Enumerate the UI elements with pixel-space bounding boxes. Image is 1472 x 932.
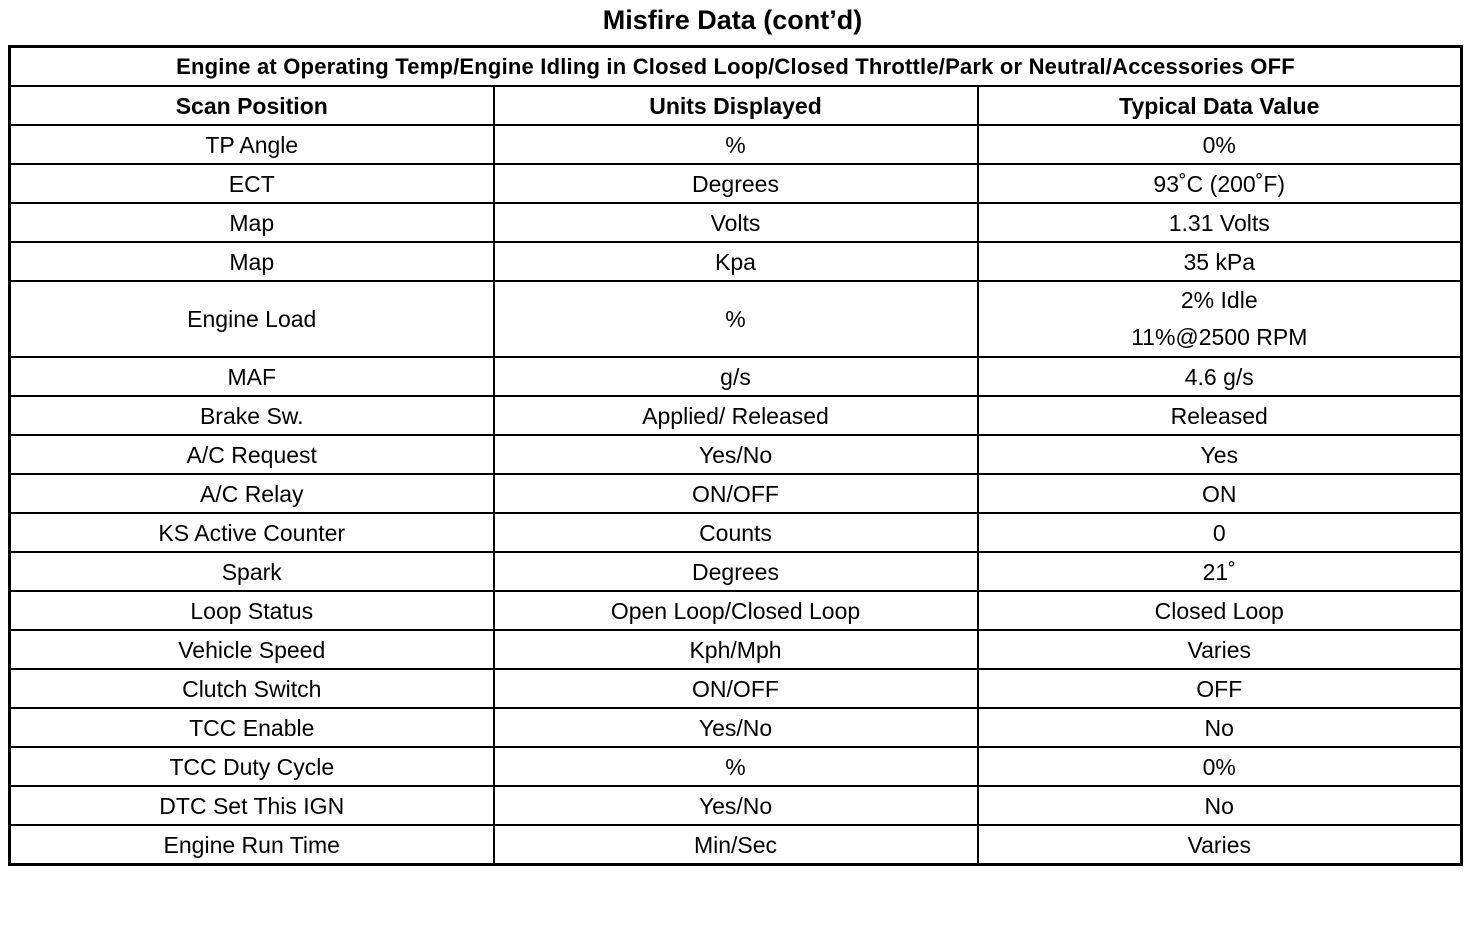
scan-position-cell: TCC Duty Cycle [10,747,494,786]
units-cell: Counts [494,513,978,552]
value-cell: ON [978,474,1462,513]
table-row [10,552,1462,591]
units-cell: % [494,747,978,786]
scan-position-cell: A/C Request [10,435,494,474]
value-cell: 93˚C (200˚F) [978,164,1462,203]
units-cell: Applied/ Released [494,396,978,435]
header-row [10,86,1462,125]
value-cell: Varies [978,825,1462,865]
scan-position-cell: Engine Load [10,281,494,357]
value-cell [978,281,1462,357]
value-cell: No [978,786,1462,825]
value-cell: Varies [978,630,1462,669]
value-cell: 1.31 Volts [978,203,1462,242]
scan-position-cell: MAF [10,357,494,396]
units-cell: Kpa [494,242,978,281]
units-cell: Min/Sec [494,825,978,865]
table-row [10,747,1462,786]
table-row [10,474,1462,513]
conditions-banner: Engine at Operating Temp/Engine Idling in Closed Loop/Closed Throttle/Park or Neutral/Accessories OFF [10,47,1462,87]
value-cell: OFF [978,669,1462,708]
value-cell: Released [978,396,1462,435]
value-line: 2% Idle [1180,287,1258,313]
scan-position-cell: KS Active Counter [10,513,494,552]
units-cell: Degrees [494,552,978,591]
value-cell: 4.6 g/s [978,357,1462,396]
value-cell: 0% [978,747,1462,786]
scan-position-cell: Spark [10,552,494,591]
value-cell: No [978,708,1462,747]
table-row [10,203,1462,242]
units-cell: Yes/No [494,435,978,474]
units-cell: Open Loop/Closed Loop [494,591,978,630]
table-row [10,125,1462,164]
table-row [10,591,1462,630]
scan-position-cell: TCC Enable [10,708,494,747]
scan-position-cell: ECT [10,164,494,203]
table-row [10,396,1462,435]
column-header-units-displayed: Units Displayed [494,86,978,125]
value-cell: 0% [978,125,1462,164]
units-cell: Degrees [494,164,978,203]
value-cell: 21˚ [978,552,1462,591]
column-header-scan-position: Scan Position [10,86,494,125]
table-row [10,435,1462,474]
scan-position-cell: Clutch Switch [10,669,494,708]
table-row [10,630,1462,669]
units-cell: Yes/No [494,786,978,825]
units-cell: Kph/Mph [494,630,978,669]
scan-position-cell: TP Angle [10,125,494,164]
units-cell: % [494,125,978,164]
scan-position-cell: Engine Run Time [10,825,494,865]
conditions-banner-row [10,47,1462,87]
units-cell: Volts [494,203,978,242]
page-title: Misfire Data (cont’d) [602,5,863,35]
units-cell: % [494,281,978,357]
table-row [10,242,1462,281]
table-row [10,357,1462,396]
value-cell: Yes [978,435,1462,474]
table-row [10,708,1462,747]
table-row [10,281,1462,357]
table-row [10,669,1462,708]
scan-position-cell: Brake Sw. [10,396,494,435]
value-line: 11%@2500 RPM [1131,324,1308,350]
table-row [10,786,1462,825]
scan-position-cell: Map [10,203,494,242]
units-cell: g/s [494,357,978,396]
value-cell: Closed Loop [978,591,1462,630]
scan-position-cell: DTC Set This IGN [10,786,494,825]
scan-position-cell: Map [10,242,494,281]
units-cell: ON/OFF [494,669,978,708]
units-cell: ON/OFF [494,474,978,513]
units-cell: Yes/No [494,708,978,747]
value-cell: 0 [978,513,1462,552]
scan-position-cell: Vehicle Speed [10,630,494,669]
table-row [10,825,1462,865]
table-row [10,513,1462,552]
value-cell: 35 kPa [978,242,1462,281]
scan-position-cell: Loop Status [10,591,494,630]
scan-position-cell: A/C Relay [10,474,494,513]
misfire-data-table [8,45,1463,866]
column-header-typical-data-value: Typical Data Value [978,86,1462,125]
table-row [10,164,1462,203]
